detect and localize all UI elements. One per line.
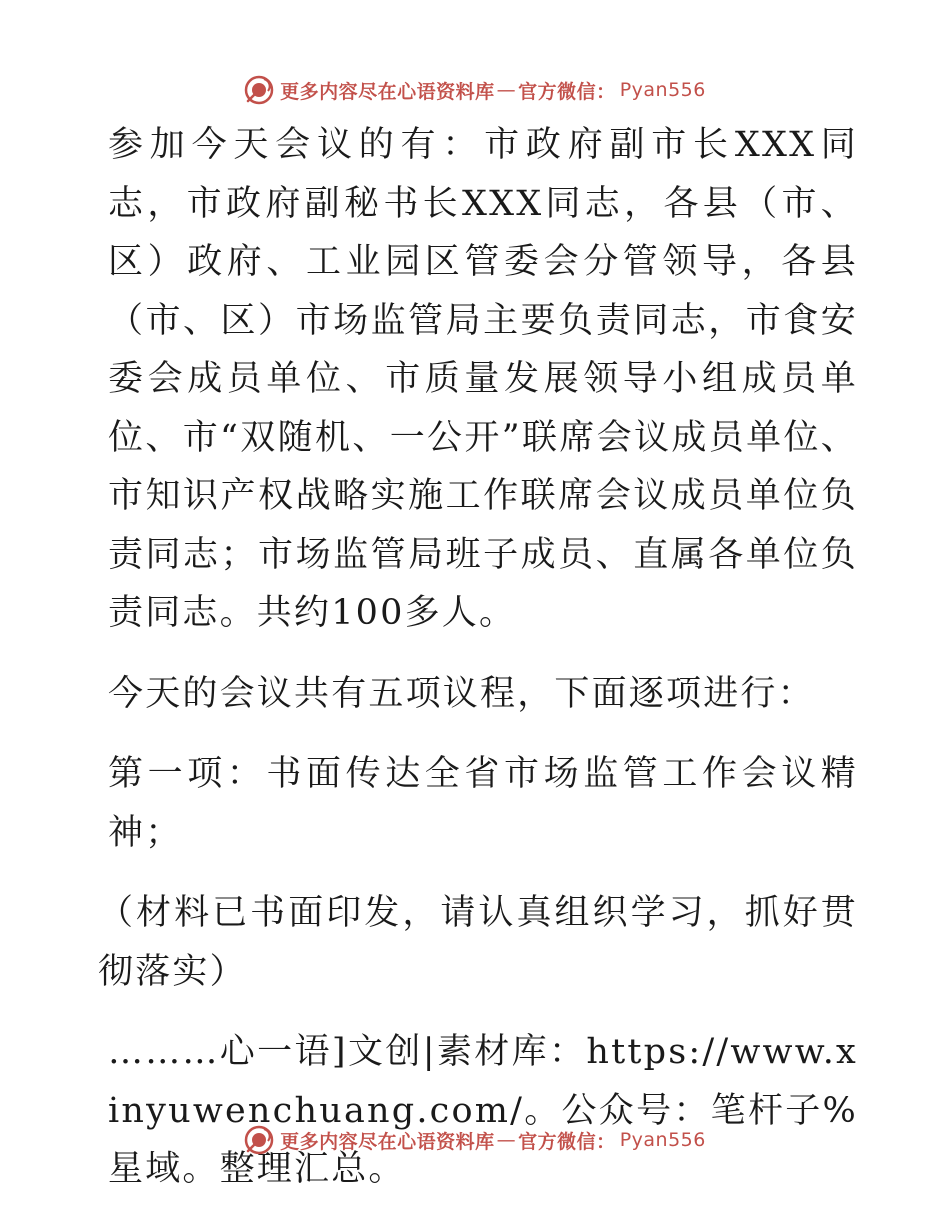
watermark-wechat-id: Pyan556 [619,1129,706,1151]
watermark-separator: — [496,79,517,101]
quill-logo-icon [244,75,274,105]
header-watermark [0,70,950,110]
watermark-text: 更多内容尽在心语资料库 [280,80,495,103]
watermark-separator: — [496,1129,517,1151]
agenda-intro-paragraph: 今天的会议共有五项议程，下面逐项进行： [108,673,815,714]
document-body [98,116,858,1199]
attendees-paragraph: 参加今天会议的有：市政府副市长XXX同志，市政府副秘书长XXX同志，各县（市、区）政府、工业园区管委会分管领导，各县（市、区）市场监管局主要负责同志，市食安委会成员单位、市质量发展领导小组成员单位、市“双随机、一公开”联席会议成员单位、市知识产权战略实施工作联席会议成员单位负责同志；市场监管局班子成员、直属各单位负责同志。共约100多人。 [108,125,858,633]
watermark-wechat-id: Pyan556 [619,79,706,101]
footer-watermark [0,1120,950,1160]
watermark-text: 更多内容尽在心语资料库 [280,1130,495,1153]
agenda-item-one-note: （材料已书面印发，请认真组织学习，抓好贯彻落实） [98,893,858,992]
source-note-paragraph: ………心一语]文创|素材库：https://www.xinyuwenchuang.com/。公众号：笔杆子%星域。整理汇总。 [108,1032,858,1189]
quill-logo-icon [244,1125,274,1155]
watermark-wechat-label: 官方微信： [518,1130,616,1153]
watermark-wechat-label: 官方微信： [518,80,616,103]
agenda-item-one: 第一项：书面传达全省市场监管工作会议精神； [108,754,858,853]
